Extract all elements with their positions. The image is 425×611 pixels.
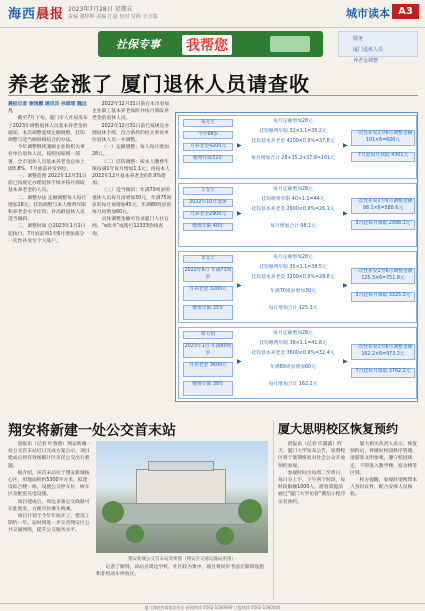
page-footer: 厦门海峡传媒集团出品 新闻热线 0592-5589999 订报热线 0592-5380000 <box>0 603 425 611</box>
calc-line: 挂钩基本养老金 3600×0.9%=32.4元 <box>251 351 335 356</box>
result-box: 一次性补发1至6月调整金额 125.3×6=751.8元 <box>351 268 415 284</box>
paragraph: 2022年12月31日前已按规定办理退休手续，符合条件的机关事业单位退休人员一并调整。 <box>92 123 170 144</box>
paragraph: 2022年12月31日前在本市参加企业职工基本养老保险并按月领取养老金的退休人员。 <box>92 102 170 122</box>
calc-line: 每月增加合计 98.1元 <box>270 224 316 229</box>
person-detail: 月养老金4200元 <box>183 143 233 151</box>
article-column <box>8 441 92 601</box>
arrow-icon: ▶ <box>343 210 348 217</box>
badge-line: 厦门退休人员 <box>353 47 384 53</box>
paragraph: 据介绍，该首末站位于翔安新城核心区，用地面积约5300平方米，拟建设综合楼一栋，设置公交停车位、候车区及配套充电设施。 <box>8 470 90 498</box>
issue-date: 2023年7月28日 星期五 <box>68 6 133 13</box>
calc-line: 每月增加合计 162.2元 <box>268 382 318 387</box>
paragraph: （一）定额调整：每人每月增加28元。 <box>92 145 169 158</box>
column-divider <box>273 420 274 600</box>
arrow-icon: ▶ <box>237 210 242 217</box>
paragraph: 厦大相关负责人表示，恢复预约后，将做好校园秩序管理，请游客文明参观，遵守校园规定，不得进入教学楼、宿舍楼等区域。 <box>350 442 418 476</box>
badge-line: 养老金调整 <box>353 58 379 64</box>
newspaper-logo: 海西晨报 <box>8 7 65 22</box>
calc-line: 挂钩缴费年限 38×1.1=41.8元 <box>259 341 327 346</box>
paragraph: （二）挂钩调整：按本人缴费年限每满1年每月增加1.1元；再按本人2022年12月基本养老金的0.9%增加。 <box>92 159 170 187</box>
byline: 晨报记者 谢逸鹏 通讯员 孙瑶瑶 魏远凡 <box>8 102 87 115</box>
person-detail: 缴费年限 40年 <box>183 223 233 231</box>
station-roof <box>148 461 214 471</box>
pension-calculation-table <box>175 112 418 402</box>
calc-line: 挂钩缴费年限 40×1.1=44元 <box>261 197 325 202</box>
tree <box>238 499 262 523</box>
person-detail: 缴费年限 35年 <box>183 305 233 320</box>
paragraph: 校方提醒，参观时请携带本人身份证件，配合安保人员核验。 <box>350 478 418 498</box>
article-headline: 厦大思明校区恢复预约 <box>278 422 399 436</box>
paragraph: 二、调整办法 定额调整每人每月增加28元；挂钩调整与本人缴费年限和养老金水平挂钩；对高龄退休人员适当倾斜。 <box>8 195 87 223</box>
calc-line: 挂钩缴费年限 35×1.1=38.5元 <box>259 265 327 270</box>
banner-left: 社保专事 <box>116 38 160 51</box>
calc-line: 挂钩基本养老金 2900×0.9%=26.1元 <box>251 207 335 212</box>
banner-illustration <box>270 36 310 52</box>
bus-station-rendering <box>96 441 268 553</box>
paragraph: （三）适当倾斜：年满70周岁的退休人员每月再增加30元，年满75周岁的每月再增加45元，年满80周岁的每月再增加60元。 <box>92 188 172 216</box>
paragraph: 一、调整范围 2022年12月31日前已按规定办理退休手续并按月领取基本养老金的人员。 <box>8 174 87 194</box>
person-detail: 缴费年限32年 <box>183 155 233 163</box>
calc-line: 每月定额增加28元 <box>273 331 313 336</box>
paragraph: 晨报讯（记者 许露露）昨天，厦门大学发布公告，思明校区将于暑期恢复对社会公众开放预约参观。 <box>278 442 346 469</box>
calc-line: 挂钩基本养老金 3200×0.9%=28.8元 <box>251 275 335 280</box>
paragraph: 今年调整继续兼顾企业和机关事业单位退休人员，按照国家统一部署，全市退休人员基本养老金总体上调3.8%，7月底前补发到位。 <box>8 145 85 172</box>
paragraph: 项目建成后，周边多条公交线路可在此始发，方便市民乘车换乘。 <box>8 499 90 512</box>
editor-credits: 责编 谢婷婷 美编 江晨 校对 付熙 辛玉瑞 <box>68 14 158 20</box>
calc-line: 每月增加合计 28+35.2+37.8=101元 <box>251 156 335 161</box>
article-column <box>96 564 268 600</box>
person-name: 王女士 <box>183 187 233 195</box>
paragraph: 项目计划于今年年底开工，建设工期约一年。届时将进一步完善翔安区公共交通网络，提升公交服务水平。 <box>8 514 90 534</box>
person-name: 李女士 <box>183 255 233 263</box>
bus-parking-area <box>116 503 246 525</box>
paragraph: 三、调整时间 自2023年1月1日起执行，7月底前将1至6月增加部分一次性补发至个人账户。 <box>8 224 86 244</box>
article-column-middle <box>92 101 172 411</box>
calc-line: 年满70周岁增加30元 <box>270 289 316 294</box>
calc-line: 挂钩基本养老金 4200×0.9%=37.8元 <box>251 139 335 144</box>
article-column <box>350 441 418 601</box>
arrow-icon: ▶ <box>343 358 348 365</box>
result-box: 一次性补发1至6月调整金额 101×6=606元 <box>351 130 415 146</box>
article-headline: 翔安将新建一处公交首末站 <box>8 423 176 439</box>
section-name: 城市读本 <box>346 7 390 20</box>
calc-line: 每月定额增加28元 <box>273 119 313 124</box>
tree <box>126 525 144 543</box>
table-row <box>178 183 417 247</box>
article-column-left <box>8 101 88 411</box>
arrow-icon: ▶ <box>237 282 242 289</box>
calc-line: 年满80周岁增加60元 <box>270 365 316 370</box>
paragraph: 具体调整金额可登录厦门人社官网、“e政务”或拨打12333热线查询。 <box>92 217 169 237</box>
social-security-banner <box>98 31 323 57</box>
banner-right: 我帮您 <box>182 35 232 55</box>
result-box: 7月起每月领取 4301元 <box>351 152 415 162</box>
table-row <box>178 251 417 323</box>
person-name: 张先生 <box>183 119 233 127</box>
person-detail: 缴费年限 38年 <box>183 381 233 396</box>
arrow-icon: ▶ <box>343 142 348 149</box>
person-detail: 月养老金 3200元 <box>183 286 233 301</box>
person-name: 黄大伯 <box>183 331 233 339</box>
person-detail: 2023年1月 年满80周岁 <box>183 343 233 358</box>
person-detail: 2022年6月 年满73周岁 <box>183 267 233 282</box>
divider <box>8 95 418 96</box>
paragraph: 参观时间为每周二至周日，每日分上午、下午两个时段，每时段限额1000人。游客需提前通过“厦门大学访客”微信小程序实名预约。 <box>278 470 346 505</box>
result-box: 一次性补发1至6月调整金额 162.2×6=973.2元 <box>351 344 415 360</box>
page-number: A3 <box>392 4 419 19</box>
calc-line: 挂钩缴费年限 32×1.1=35.2元 <box>259 129 327 134</box>
badge-line: 服务 <box>353 36 364 42</box>
paragraph: 记者了解到，该站点周边学校、社区较为集中，项目将同步考虑无障碍设施和非机动车停放区。 <box>96 565 264 578</box>
arrow-icon: ▶ <box>237 142 242 149</box>
result-box: 3月起每月领取 3325.3元 <box>351 292 415 302</box>
person-detail: 月养老金 3600元 <box>183 362 233 377</box>
headline: 养老金涨了 厦门退休人员请查收 <box>8 72 310 96</box>
arrow-icon: ▶ <box>343 282 348 289</box>
photo-caption: 翔安新城公交首末站效果图（翔安区交通运输局供图） <box>128 557 236 562</box>
article-column <box>278 441 346 601</box>
result-box: 3月起每月领取 2998.1元 <box>351 220 415 230</box>
paragraph: 晨报讯（记者 叶蓉蓉）翔安新城一处公交首末站近日完成方案公示，项目建成后将有效缓解片区市民公交出行难题。 <box>8 442 92 469</box>
calc-line: 每月定额增加28元 <box>273 187 313 192</box>
person-detail: 月养老金2900元 <box>183 211 233 219</box>
arrow-icon: ▶ <box>237 358 242 365</box>
table-row <box>178 115 417 179</box>
tree <box>102 501 124 523</box>
result-box: 7月起每月领取 3762.2元 <box>351 368 415 378</box>
masthead <box>0 0 425 28</box>
person-detail: 今年68岁 <box>183 131 233 139</box>
table-row <box>178 327 417 399</box>
calc-line: 每月定额增加28元 <box>273 255 313 260</box>
tree <box>216 527 234 545</box>
person-detail: 2022年10月退休 <box>183 199 233 207</box>
service-badge <box>338 31 418 64</box>
paragraph: 截至7月下旬，厦门市人社局发布了2023年调整退休人员基本养老金的通知，本次调整延续定额调整、挂钩调整与适当倾斜相结合的办法。 <box>8 116 88 144</box>
result-box: 一次性补发1至6月调整金额 98.1×6=588.6元 <box>351 198 415 214</box>
calc-line: 每月增加合计 125.3元 <box>268 306 318 311</box>
